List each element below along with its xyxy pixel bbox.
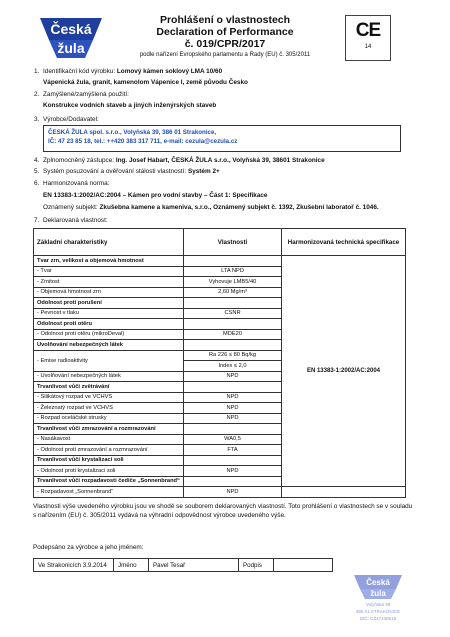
item-value: MDE20 [184,329,282,340]
item-label: - Odolnost proti zmrazování a rozmrazování [34,445,184,456]
document-header [115,14,335,59]
manufacturer-box [43,125,401,152]
item-label: - Nasákavost [34,434,184,445]
item-value: NPD [184,487,282,498]
item-value: NPD [184,392,282,403]
section-label: Výrobce/Dodavatel: [43,116,99,123]
group-label: Odolnost proti porušení [34,298,184,309]
item-value: NPD [184,466,282,477]
stamp-line-3: Volyňská 39 [365,602,391,607]
header-performance: Vlastnosti [184,229,282,256]
harmonised-standard: EN 13383-1:2002/AC:2004 – Kámen pro vodní stavby – Část 1: Specifikace [43,192,268,199]
section-label: Zamýšlené/zamýšlená použití: [43,91,129,98]
item-label: - Železnatý rozpad ve VCHVS [34,403,184,414]
notified-body-value: Zkušebna kamene a kameniva, s.r.o., Oznámený subjekt č. 1392, Zkušební laboratoř č. 1046. [99,204,379,211]
ce-year: 14 [364,44,372,50]
section-number: 5. [34,168,40,175]
group-label: Tvar zrn, velikost a objemová hmotnost [34,256,184,267]
stamp-line-2: žula [370,589,386,598]
signature-label: Podpis [239,559,274,572]
harmonised-spec-cell: EN 13383-1:2002/AC:2004 [282,256,406,487]
name-value: Pavel Tesař [149,559,239,572]
doc-number: č. 019/CPR/2017 [184,38,266,50]
item-label: - Rozpadavost „Sonnenbrand“ [34,487,184,498]
section-number: 2. [34,91,40,98]
item-value: Ra 226 ≤ 80 Bq/kg [184,350,282,361]
item-value: NPD [184,371,282,382]
section-number: 4. [34,157,40,164]
name-label: Jméno [114,559,149,572]
manufacturer-line-2: IČ: 47 23 85 18, tel.: ++420 383 317 711, e-mail: cezula@cezula.cz [48,137,238,145]
item-value-2: Index ≤ 2,0 [184,361,282,372]
item-label: - Rozpad oceláčské strusky [34,413,184,424]
group-label: Trvanlivost vůči rozpadavosti čediče „Sonnenbrand“ [34,476,184,487]
signature-table [33,558,333,572]
item-label: - Pevnost v tlaku [34,308,184,319]
group-label: Odolnost proti otěru [34,319,184,330]
table-row [34,487,406,498]
section-number: 3. [34,116,40,123]
item-label: - Silikátový rozpad ve VCHVS [34,392,184,403]
notified-body [43,203,379,212]
header-basic-characteristics: Základní charakteristiky [34,229,184,256]
ce-mark-box [345,15,391,61]
section-label: Deklarovaná vlastnost: [43,217,108,224]
product-code: Lomový kámen soklový LMA 10/60 [116,68,223,75]
intended-use: Konstrukce vodních staveb a jiných inženýrských staveb [43,102,217,109]
title-en: Declaration of Performance [156,26,294,38]
company-stamp [342,573,414,623]
logo-text-1: Česká [50,21,92,37]
item-value: Vyhovuje LMB5/40 [184,277,282,288]
regulation-note: podle nařízení Evropského parlamentu a Rady (EU) č. 305/2011 [139,52,311,58]
section-5 [34,167,220,176]
item-value: CSNR [184,308,282,319]
logo-text-2: žula [57,40,85,56]
signature-field [274,559,333,572]
section-7 [34,216,108,225]
section-label: Harmonizovaná norma: [43,180,110,187]
place-date: Ve Strakonicích 3.9.2014 [34,559,114,572]
item-label: - Zrnitost [34,277,184,288]
notified-body-label: Oznámený subjekt: [43,204,98,211]
product-description: Vápenická žula, granit, kamenolom Vápenice I, země původu Česko [43,79,248,86]
item-value: FTA [184,445,282,456]
section-number: 7. [34,217,40,224]
item-label: - Objemová hmotnost zrn [34,287,184,298]
item-label: - Uvolňování nebezpečných látek [34,371,184,382]
section-label: Identifikační kód výrobku: [43,68,116,75]
stamp-line-5: DIČ: CZ47238518 [359,616,397,621]
stamp-line-4: 386 01 STRAKONICE [355,609,401,614]
item-label: - Tvar [34,266,184,277]
avcp-system: Systém 2+ [187,168,220,175]
title-cs: Prohlášení o vlastnostech [159,14,291,26]
section-number: 6. [34,180,40,187]
section-1 [34,67,222,76]
section-2 [34,90,129,99]
stamp-line-1: Česká [366,578,390,587]
item-label: - Emise radioaktivity [34,350,184,371]
item-value: 2,60 Mg/m³ [184,287,282,298]
section-label: Systém posuzování a ověřování stálosti vlastností: [43,168,187,175]
group-label: Trvanlivost vůči krystalizaci soli [34,455,184,466]
section-4 [34,156,325,165]
authorised-representative: Ing. Josef Habart, ČESKÁ ŽULA s.r.o., Volyňská 39, 38601 Strakonice [115,157,325,164]
table-header-row [34,229,406,256]
ce-mark: CE [355,20,381,41]
item-value: LTA NPD [184,266,282,277]
item-label: - Odolnost proti krystalizaci soli [34,466,184,477]
table-row [34,256,406,267]
signature-row [34,559,333,572]
section-3 [34,115,99,124]
item-value: NPD [184,413,282,424]
section-6 [34,179,109,188]
manufacturer-line-1: ČESKÁ ŽULA spol. s.r.o., Volyňská 39, 386 01 Strakonice, [48,129,217,136]
conformity-statement: Vlastnosti výše uvedeného výrobku jsou ve shodě se souborem deklarovaných vlastností. Toto prohlášení o vlastnostech se v souladu s nařízením (EU) č. 305/2011 vydává na výhradní odpovědnost výrobce uvedeného výše. [33,503,413,519]
item-value: WA0,5 [184,434,282,445]
signed-label: Podepsáno za výrobce a jeho jménem: [33,544,144,551]
section-number: 1. [34,68,40,75]
group-label: Trvanlivost vůči zvětrávání [34,382,184,393]
item-label: - Odolnost proti otěru (mikroDeval) [34,329,184,340]
item-value: NPD [184,403,282,414]
cesa-zula-logo [35,12,107,62]
declared-performance-table [33,228,406,498]
group-label: Uvolňování nebezpečných látek [34,340,184,351]
header-specification: Harmonizovaná technická specifikace [282,229,406,256]
group-label: Trvanlivost vůči zmrazování a rozmrazování [34,424,184,435]
section-label: Zplnomocněný zástupce: [43,157,115,164]
